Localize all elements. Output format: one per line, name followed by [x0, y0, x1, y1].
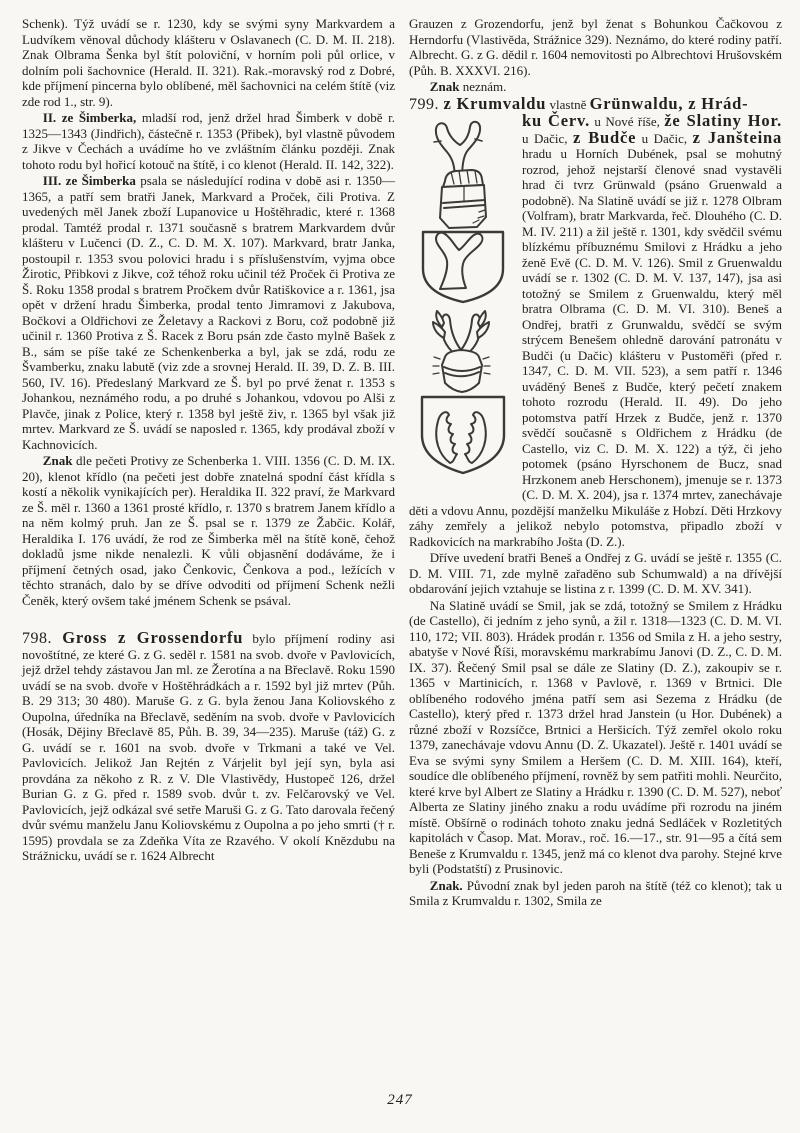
paragraph-simberka-2	[22, 110, 395, 172]
paragraph-continuation	[22, 16, 395, 109]
paragraph-text: bylo příjmení rodiny asi novoštítné, ze které G. z G. seděl r. 1581 na svob. dvoře v Pavlovicích, jejž držel tehdy zástavou Jan ml. ze Žerotína a na Břeclavě. Roku 1590 uvádí se na svob. dvoře v Hoštěhrádkách a r. 1592 byl již mrtev (Půh. B. 29 313; 30 480). Maruše G. z G. byla ženou Jana Koliovského z Oupolna, úředníka na Břeclavě, seděním na svob. dvoře v Pavlovicích (Hosák, Dějiny Břeclavě 85, Půh. B. 39, 34—235). Maruše (táž) G. z G. uvádí se r. 1601 na svob. dvoře v Trkmani a také ve Vel. Pavlovicích. Jelikož Jan Rejtén z Várjelit byl její syn, byla asi provdána za někoho z R. z V. Dle Vlastivědy, Hustopeč 126, držel Burian G. z G. před r. 1589 svob. dvůr t. zv. Felčarovský ve Vel. Pavlovicích, jejž odkázal své setře Maruši G. z G. Tato darovala řečený dvůr svému manželu Janu Koliovskému z Oupolna a po jeho smrti († r. 1595) provdala se za Zdeňka Víta ze Rzavého. V okolí Knězdubu na Strážnicku, uvádí se r. 1624 Albrecht	[22, 631, 395, 863]
paragraph-na-slatine	[409, 598, 782, 877]
section-title-part: že Slatiny Hor.	[664, 111, 782, 130]
paragraph-lead: Znak	[429, 79, 460, 94]
paragraph-text: dle pečeti Protivy ze Schenberka 1. VIII. 1356 (C. D. M. IX. 20), klenot křídlo (na pečeti jest dobře znatelná spodní část křídla s kostí a několik vynikajících per). Heraldika II. 322 praví, že Markvard ze Š. měl r. 1360 a 1361 prosté křídlo, r. 1370 s bratrem Janem křídlo a na něm kolmý pruh. Jan ze Š. psal se r. 1379 ze Žabčic. Kolář, Heraldika I. 176 uvádí, že rod ze Šimberka měl na štítě koně, čehož dokladů jsme nikde nenalezli. K vůli objasnění dodáváme, že i příjmení četných osad, jako Čenkovic, Čenkova a pod., ležících v těchto stranách, dalo by se dříve odvoditi od příjmení Schenk nežli Čeněk, který ovšem také jménem Schenk se psával.	[22, 453, 395, 608]
section-799-heading	[409, 93, 782, 113]
section-title-connector: u Nové říše,	[590, 114, 665, 129]
paragraph-text: Grauzen z Grozendorfu, jenž byl ženat s Bohunkou Čačkovou z Herndorfu (Vlastivěda, Strážnice 329). Neznámo, do které rodiny patří. Albrecht. G. z G. dědil r. 1604 nemovitosti po Albrechtovi Hrušovském (Půh. B. XXXVI. 216).	[409, 16, 782, 78]
coat-of-arms-double-antlers-figure	[409, 307, 513, 489]
section-title-part: z Budče	[572, 127, 637, 147]
paragraph-text: Dříve uvedení bratři Beneš a Ondřej z G. uvádí se ještě r. 1355 (C. D. M. VIII. 71, zde mylně zařaděno sub Schumwald) a na dřívější obdarování jejich vztahuje se listina z r. 1399 (C. D. M. XV. 341).	[409, 550, 782, 596]
section-title-part: ku Červ.	[522, 111, 591, 130]
section-title-part: z Janšteina	[692, 127, 782, 147]
paragraph-znak-krumvald	[409, 878, 782, 909]
paragraph-text: Na Slatině uvádí se Smil, jak se zdá, totožný se Smilem z Hrádku (de Castello), či jedním z jeho synů, a žil r. 1318—1323 (C. D. M. VI. 110, 172; VII. 803). Hrádek prodán r. 1356 od Smila z H. a jeho sestry, abatyše v Nové Říši, moravskému markrabímu Janovi (D. Z., C. D. M. IX. 37). Řečený Smil psal se dále ze Slatiny (D. Z.), zakoupiv se r. 1365 v Martinicích, r. 1368 v Pavlově, r. 1369 v Brtnici. Dle oblíbeného rodového jména patří sem asi Sezema z Hrádku (de Castello), který před r. 1373 držel hrad Janstein (u Hor. Dubének) a různé zboží v Rozsíčce, Brtnici a Heršicích. Týž zemřel okolo roku 1379, zanechávaje vdovu Annu (D. Z. Ukazatel). Ještě r. 1401 uvádí se Eva se svými syny Smilem a Heršem (C. D. M. XIII. 164), kteří, soudíce dle oblíbeného příjmení, rovněž by sem patřiti mohli. Neurčito, které krve byl Albert ze Slatiny a Hrádku r. 1390 (C. D. M. 527), neboť Alberta ze Slatiny jiného znaku a rodu uvádíme při rozrodu na jiném místě. Obšírně o rodinách tohoto znaku jedná Sedláček v Rozletitých kapitolách v Časop. Mat. Morav., roč. 16.—17., str. 91—95 a čítá sem Beneše z Krumvaldu r. 1345, jenž má co klenot dva parohy. Stejné krve byli (Podstatští) z Prusinovic.	[409, 597, 782, 876]
section-title-connector: u Dačic,	[522, 130, 573, 146]
section-title-connector: hradu u Horních Dubének,	[522, 146, 687, 161]
paragraph-simberka-3	[22, 173, 395, 452]
section-title: Gross z Grossendorfu	[62, 628, 244, 647]
section-798	[22, 630, 395, 864]
section-number: 799.	[409, 95, 444, 113]
two-column-text	[22, 16, 782, 909]
paragraph-lead: Znak	[42, 453, 73, 468]
section-799-body	[409, 113, 782, 549]
section-number: 798.	[22, 630, 63, 647]
paragraph-znak-neznam	[409, 79, 782, 95]
paragraph-text: psala se následující rodina v době asi r. 1350—1365, a patří sem bratři Janek, Markvard a Proček, čili Protiva. Z uvedených měl Janek zboží Lupanovice u Hoštěhradic, které r. 1368 prodal. Tamtéž prodal r. 1371 současně s bratrem Markvardem dvůr klášteru v Lučenci (D. Z., C. D. M. X. 107). Markvard, bratr Janka, postoupil r. 1353 svou polovici hradu i s příslušenstvím, vyjma obce Žirotic, Přibkovi z Jikve, což téhož roku učinil též Proček či Protiva ze Š. Roku 1358 prodal s bratrem Pročkem dvůr Ratiškovice a r. 1361, jsa opět v držení hradu Šimberka, prodal tento Jimramovi z Jakubova, Bočkovi a Oldřichovi ze Želetavy a Rackovi z Boru, což podobně již učinil r. 1360 Protiva z Š. Racek z Boru psán zde často mylně Bašek z B., sám se píše také ze Schenkenberka a byl, jak se zdá, rodu ze Švamberku, znaku labutě (viz zde a srovnej Herald. II. 39, D. Z. B. III. 560, IV. 16). Předeslaný Markvard ze Š. byl po prvé ženat r. 1353 s Johankou, neznámého rodu, a po druhé s Johankou, vdovou po Alši z Plavče, jinak z Police, který r. 1358 byl ještě živ, r. 1365 byl však již mrtev. Markvard ze Š. uvádí se naposled r. 1365, kdy prodával zboží v Kachnovicích.	[22, 173, 396, 452]
paragraph-text: Původní znak byl jeden paroh na štítě (též co klenot); tak u Smila z Krumvaldu r. 1302, Smila ze	[409, 877, 782, 908]
paragraph-text: neznám.	[459, 79, 507, 94]
section-title-connector: vlastně	[546, 96, 590, 112]
page-number: 247	[387, 1092, 413, 1108]
paragraph-text: psal se mohutný rozrod, jehož nejstarší členové snad vystavěli hrad či tvrz Grünwald (psáno Gruenwald a podobně). Na Slatině uvádí se již r. 1278 Olbram (Volfram), bratr Markvarda, řeč. Dlouhého (C. D. M. IV. 211) a žil ještě r. 1301, kdy svědčil svému blízkému příbuznému Smilovi z Hrádku a jeho ženě Evě (C. D. M. V. 126). Smil z Gruenwaldu uvádí se r. 1302 (C. D. M. V. 137, 147), jsa asi totožný se Smilem z Gruenwaldu, který měl bratra Olbrama (C. D. M. VI. 310). Beneš a Ondřej, bratři z Grunwaldu, svědčí se svým strýcem Benešem ohledně darování patronátu v Budči (u Dačic) klášteru v Pustoměři (před r. 1347, C. D. M. VII. 523), a sem patří r. 1346 uváděný Beneš z Budče, který pečetí znakem tohoto rozrodu (Herald. II. 49). Do jeho potomstva patří Hrzek z Budče, jenž r. 1370 svědčí současně s Oldřichem z Hrádku (de Castello, viz C. D. M. X. 122) a týž, či jeho potomek (psáno Hyrschonem de Bucz, snad Hrzkonem aneb Herschonem), jmenuje se r. 1373 (C. D. M. X. 204), jsa r. 1374 mrtev, zanechávaje děti a vdovu Annu, pozdější manželku Mikuláše z Hobzí. Děti Hrzkovy záhy zemřely a jelikož nebylo potomstva, připadlo zboží v Radkovicích na markrabího Jošta (D. Z.).	[409, 146, 782, 549]
section-title-part: Grünwaldu, z Hrád-	[589, 93, 749, 113]
paragraph-text: mladší rod, jenž držel hrad Šimberk v době r. 1325—1343 (Jindřich), částečně r. 1353 (Přibek), byl vlastně původem z Jikve v Čechách a uvádíme ho ve zvláštním článku později. Znak tohoto rodu byl hořicí kotouč na štítě, i co klenot (Herald. II. 142, 322).	[22, 110, 395, 172]
paragraph-lead: Znak.	[429, 877, 463, 893]
right-column	[409, 16, 782, 909]
paragraph-lead: III. ze Šimberka	[42, 173, 136, 188]
paragraph-znak-simberka	[22, 453, 395, 608]
left-column	[22, 16, 395, 909]
paragraph-lead: II. ze Šimberka,	[42, 110, 137, 125]
coat-of-arms-forked-branch-figure	[409, 115, 513, 305]
section-title-part: z Krumvaldu	[443, 93, 547, 113]
paragraph-text: Schenk). Týž uvádí se r. 1230, kdy se svými syny Markvardem a Ludvíkem věnoval důchody klášteru v Oslavanech (C. D. M. II. 218). Znak Olbrama Šenka byl štít poloviční, v horním poli půl orlice, v dolním poli šachovnice (Herald. II. 321). Rak.-moravský rod z Dobré, kde příjmení pincerna bylo oblíbené, měl šachovnici na celém štítě (viz zde rod 1., str. 9).	[22, 16, 395, 109]
heraldic-figures	[409, 115, 513, 489]
paragraph-drive-uvedeni	[409, 550, 782, 597]
paragraph-continuation	[409, 16, 782, 78]
section-title-connector: u Dačic,	[636, 130, 693, 146]
